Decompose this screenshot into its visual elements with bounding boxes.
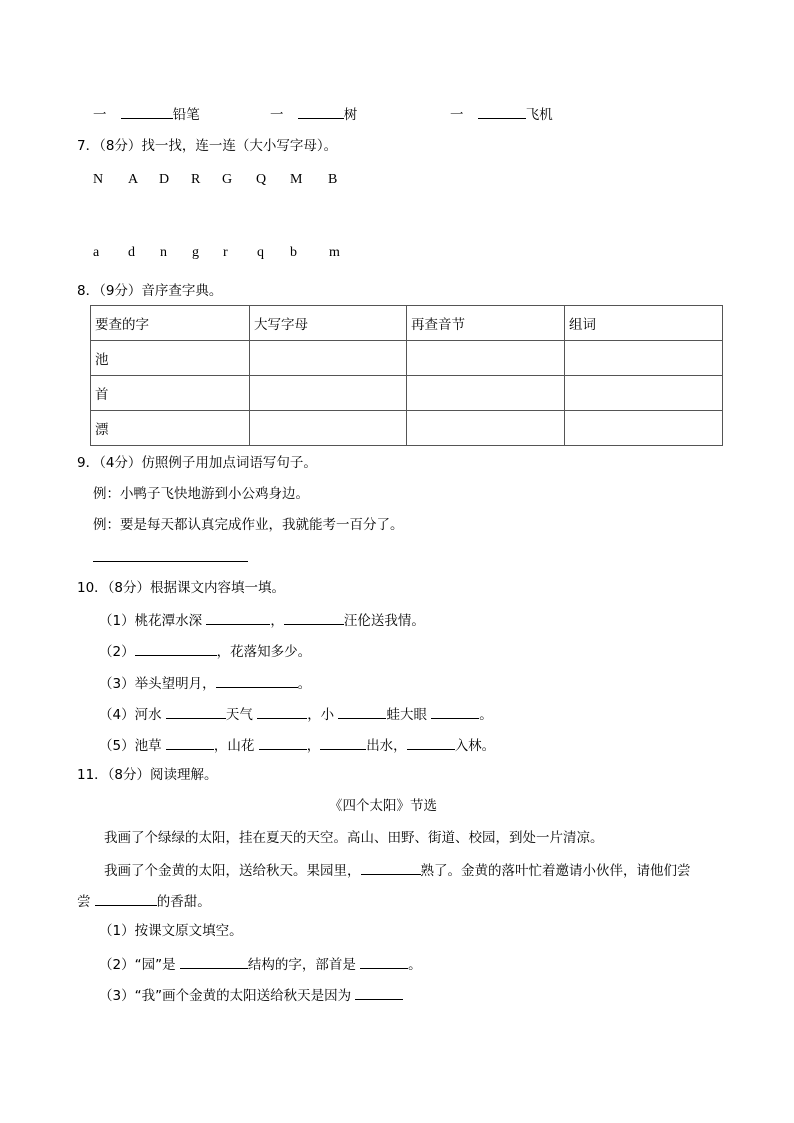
line-text: 。 (408, 957, 422, 973)
fill-line-2 (99, 641, 311, 661)
letter-item[interactable]: b (290, 245, 297, 260)
table-row (91, 411, 723, 446)
question-7-title: 7．（8分）找一找，连一连（大小写字母）。 (77, 138, 338, 154)
table-cell-answer[interactable] (565, 411, 723, 446)
letter-item[interactable]: A (128, 172, 139, 187)
line-text: （2） (99, 644, 135, 660)
letter-item[interactable]: a (93, 245, 100, 260)
fill-line-1 (99, 610, 425, 630)
answer-blank[interactable] (284, 610, 344, 625)
letter-item[interactable]: G (222, 172, 233, 187)
table-cell-answer[interactable] (565, 376, 723, 411)
example-sentence-1: 例：小鸭子飞快地游到小公鸡身边。 (93, 486, 309, 502)
table-cell-answer[interactable] (407, 341, 565, 376)
letter-item[interactable]: M (290, 172, 303, 187)
letter-item[interactable]: Q (256, 172, 267, 187)
answer-blank[interactable] (320, 735, 366, 750)
answer-blank[interactable] (216, 673, 298, 688)
answer-blank[interactable] (407, 735, 455, 750)
table-cell-char: 漂 (91, 411, 250, 446)
line-text: （1）桃花潭水深 (99, 613, 207, 629)
suffix-text: 飞机 (525, 107, 553, 123)
sub-question-2 (99, 954, 422, 974)
example-sentence-2: 例：要是每天都认真完成作业，我就能考一百分了。 (93, 517, 404, 533)
answer-blank[interactable] (166, 735, 214, 750)
answer-blank[interactable] (95, 891, 157, 906)
question-8-title: 8．（9分）音序查字典。 (77, 283, 223, 299)
line-text: 汪伦送我情。 (343, 613, 425, 629)
passage-paragraph-2 (104, 860, 691, 880)
line-text: 的香甜。 (156, 894, 211, 910)
answer-line[interactable] (93, 561, 248, 562)
line-text: 天气 (225, 707, 258, 723)
answer-blank[interactable] (166, 704, 226, 719)
passage-paragraph-1: 我画了个绿绿的太阳，挂在夏天的天空。高山、田野、街道、校园，到处一片清凉。 (104, 830, 604, 846)
table-cell-answer[interactable] (407, 376, 565, 411)
letter-item[interactable]: g (192, 245, 199, 260)
answer-blank[interactable] (298, 104, 344, 119)
answer-blank[interactable] (180, 954, 248, 969)
passage-title: 《四个太阳》节选 (329, 798, 437, 814)
table-header-cell: 大写字母 (250, 306, 407, 341)
top-item-3 (450, 104, 553, 124)
line-text: 熟了。金黄的落叶忙着邀请小伙伴，请他们尝 (420, 863, 691, 879)
suffix-text: 树 (343, 107, 358, 123)
answer-blank[interactable] (478, 104, 526, 119)
letter-item[interactable]: n (160, 245, 167, 260)
table-cell-answer[interactable] (250, 341, 407, 376)
line-text: （3）“我”画个金黄的太阳送给秋天是因为 (99, 988, 356, 1004)
line-text: 。 (479, 707, 493, 723)
fill-line-4 (99, 704, 493, 724)
line-text: （2）“园”是 (99, 957, 180, 973)
line-text: 出水， (366, 738, 407, 754)
answer-blank[interactable] (355, 985, 403, 1000)
table-cell-answer[interactable] (565, 341, 723, 376)
table-header-cell: 组词 (565, 306, 723, 341)
fill-line-3 (99, 673, 311, 693)
table-header-cell: 再查音节 (407, 306, 565, 341)
table-cell-answer[interactable] (250, 411, 407, 446)
line-text: ，山花 (213, 738, 259, 754)
table-cell-char: 池 (91, 341, 250, 376)
letter-item[interactable]: N (93, 172, 104, 187)
answer-blank[interactable] (121, 104, 173, 119)
line-text: （5）池草 (99, 738, 166, 754)
answer-blank[interactable] (135, 641, 217, 656)
table-cell-answer[interactable] (407, 411, 565, 446)
line-text: ， (306, 738, 321, 754)
table-cell-answer[interactable] (250, 376, 407, 411)
top-item-1 (93, 104, 200, 124)
answer-blank[interactable] (206, 610, 270, 625)
sub-question-3 (99, 985, 403, 1005)
passage-paragraph-2-cont (77, 891, 211, 911)
letter-item[interactable]: B (328, 172, 338, 187)
line-text: 入林。 (454, 738, 496, 754)
table-cell-char: 首 (91, 376, 250, 411)
line-text: 我画了个金黄的太阳，送给秋天。果园里， (104, 863, 361, 879)
question-10-title: 10．（8分）根据课文内容填一填。 (77, 580, 286, 596)
fill-line-5 (99, 735, 495, 755)
answer-blank[interactable] (338, 704, 386, 719)
answer-blank[interactable] (361, 860, 421, 875)
suffix-text: 铅笔 (172, 107, 200, 123)
question-11-title: 11．（8分）阅读理解。 (77, 767, 218, 783)
top-item-2 (270, 104, 357, 124)
answer-blank[interactable] (257, 704, 307, 719)
table-row (91, 376, 723, 411)
line-text: ，花落知多少。 (216, 644, 312, 660)
line-text: 结构的字，部首是 (247, 957, 361, 973)
line-text: 。 (297, 676, 312, 692)
table-row (91, 341, 723, 376)
line-text: ， (270, 613, 284, 629)
line-text: ，小 (307, 707, 339, 723)
question-9-title: 9．（4分）仿照例子用加点词语写句子。 (77, 455, 317, 471)
letter-item[interactable]: R (191, 172, 201, 187)
table-header-cell: 要查的字 (91, 306, 250, 341)
answer-blank[interactable] (431, 704, 479, 719)
letter-item[interactable]: r (223, 245, 228, 260)
line-text: （3）举头望明月， (99, 676, 216, 692)
line-text: 尝 (77, 894, 95, 910)
letter-item[interactable]: m (329, 245, 340, 260)
letter-item[interactable]: q (257, 245, 264, 260)
prefix-text: 一 (93, 107, 107, 123)
letter-item[interactable]: D (159, 172, 170, 187)
table-header-row (91, 306, 723, 341)
line-text: 蛙大眼 (386, 707, 432, 723)
line-text: （4）河水 (99, 707, 166, 723)
letter-item[interactable]: d (128, 245, 135, 260)
dictionary-table (90, 305, 723, 446)
prefix-text: 一 (270, 107, 284, 123)
sub-question-1: （1）按课文原文填空。 (99, 923, 243, 939)
prefix-text: 一 (450, 107, 464, 123)
answer-blank[interactable] (360, 954, 408, 969)
answer-blank[interactable] (259, 735, 307, 750)
